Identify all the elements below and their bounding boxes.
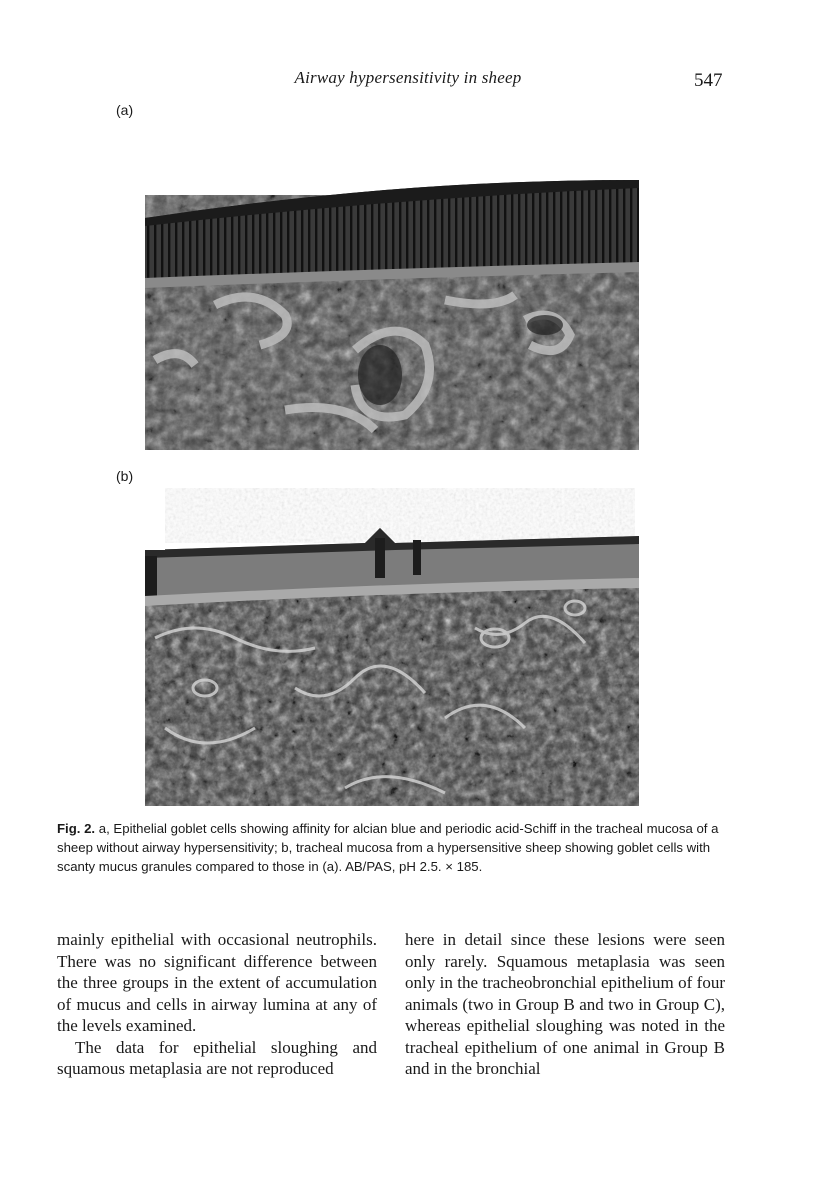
figure-caption [57, 819, 737, 876]
caption-label: Fig. 2. [57, 821, 96, 836]
panel-a-label: (a) [116, 102, 134, 118]
right-paragraph-1: here in detail since these lesions were seen only rarely. Squamous metaplasia was seen only in the tracheobronchial epithelium of four animals (two in Group B and two in Group C), whereas epithelial sloughing was noted in the tracheal epithelium of one animal in Group B and in the bronchial [405, 930, 725, 1078]
page-number: 547 [694, 70, 723, 91]
running-title: Airway hypersensitivity in sheep [294, 68, 522, 87]
left-column [57, 929, 377, 1080]
left-paragraph-2: The data for epithelial sloughing and squamous metaplasia are not reproduced [57, 1037, 377, 1078]
left-paragraph-1: mainly epithelial with occasional neutrophils. There was no significant difference between the three groups in the extent of accumulation of mucus and cells in airway lumina at any of the levels examined. [57, 930, 377, 1035]
micrograph-a [145, 160, 639, 450]
panel-b-label: (b) [116, 468, 134, 484]
caption-text: a, Epithelial goblet cells showing affinity for alcian blue and periodic acid-Schiff in the tracheal mucosa of a sheep without airway hypersensitivity; b, tracheal mucosa from a hypersensitive sheep showing goblet cells with scanty mucus granules compared to those in (a). AB/PAS, pH 2.5. × 185. [57, 821, 719, 874]
right-column [405, 929, 725, 1080]
micrograph-b [145, 488, 639, 806]
